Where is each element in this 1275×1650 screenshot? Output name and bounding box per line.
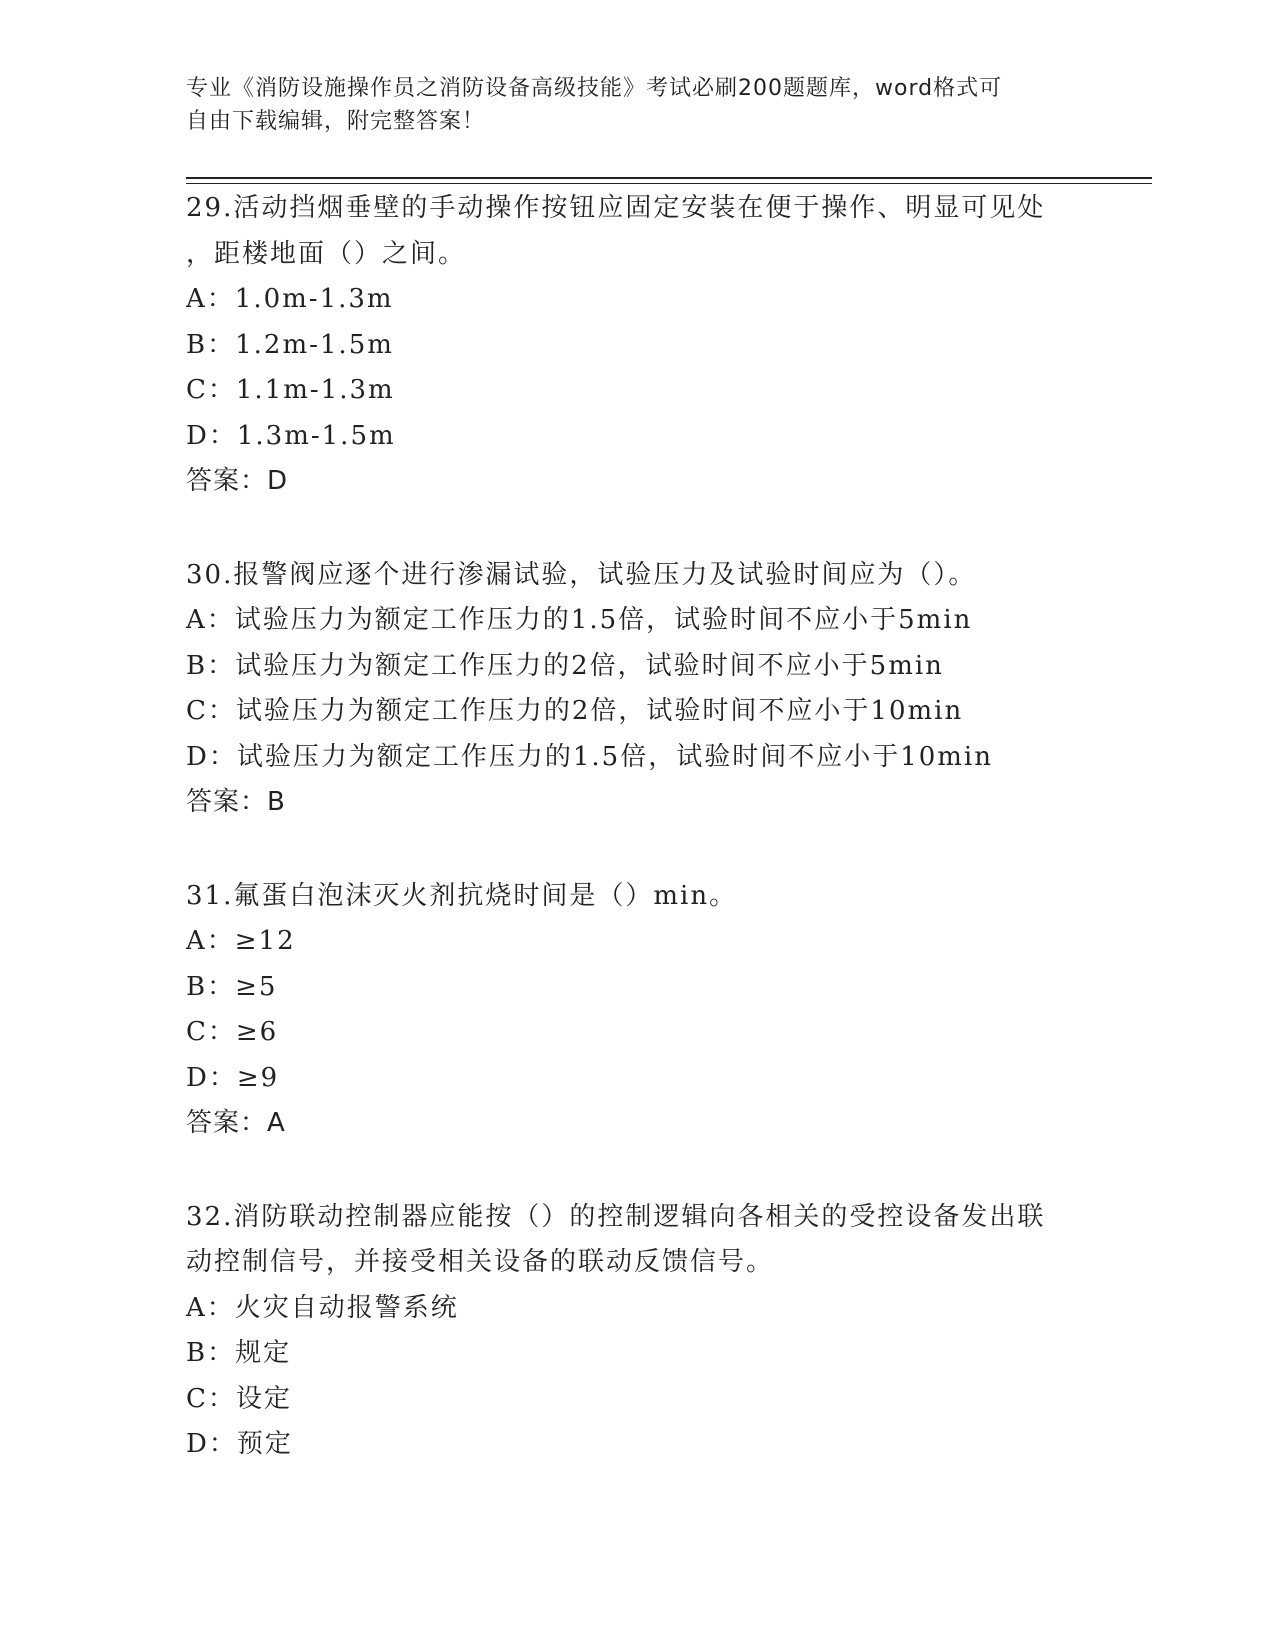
header-title-line-1: 专业《消防设施操作员之消防设备高级技能》考试必刷200题题库，word格式可 — [186, 76, 1003, 101]
question-32 — [186, 1195, 1086, 1468]
option-c: C：≥6 — [186, 1017, 279, 1047]
option-a: A：试验压力为额定工作压力的1.5倍，试验时间不应小于5min — [186, 605, 973, 635]
option-a: A：火灾自动报警系统 — [186, 1292, 459, 1323]
question-list — [186, 186, 1086, 1516]
header-divider-thick — [186, 177, 1152, 179]
option-a: A：1.0m-1.3m — [186, 284, 394, 314]
question-30 — [186, 553, 1086, 826]
option-c: C：设定 — [186, 1383, 292, 1414]
question-stem: 29.活动挡烟垂壁的手动操作按钮应固定安装在便于操作、明显可见处 — [186, 193, 1046, 223]
question-stem: 30.报警阀应逐个进行渗漏试验，试验压力及试验时间应为（）。 — [186, 559, 977, 590]
option-c: C：1.1m-1.3m — [186, 375, 395, 405]
option-d: D：试验压力为额定工作压力的1.5倍，试验时间不应小于10min — [186, 741, 993, 772]
option-c: C：试验压力为额定工作压力的2倍，试验时间不应小于10min — [186, 696, 964, 726]
option-b: B：试验压力为额定工作压力的2倍，试验时间不应小于5min — [186, 650, 944, 681]
answer-label: 答案：B — [186, 787, 286, 817]
question-stem: 31.氟蛋白泡沫灭火剂抗烧时间是（）min。 — [186, 880, 738, 911]
header-title-line-2: 自由下载编辑，附完整答案！ — [186, 109, 486, 134]
answer-label: 答案：D — [186, 466, 289, 496]
option-d: D：≥9 — [186, 1062, 280, 1093]
question-stem: ，距楼地面（）之间。 — [186, 238, 467, 269]
question-31 — [186, 874, 1086, 1147]
option-b: B：规定 — [186, 1338, 292, 1368]
option-b: B：1.2m-1.5m — [186, 329, 394, 360]
question-stem: 32.消防联动控制器应能按（）的控制逻辑向各相关的受控设备发出联 — [186, 1201, 1046, 1232]
option-d: D：预定 — [186, 1429, 293, 1459]
answer-label: 答案：A — [186, 1108, 286, 1138]
question-stem: 动控制信号，并接受相关设备的联动反馈信号。 — [186, 1247, 775, 1277]
document-header — [186, 72, 1066, 138]
option-d: D：1.3m-1.5m — [186, 420, 396, 451]
question-29 — [186, 186, 1086, 505]
header-divider-thin — [186, 183, 1152, 184]
option-a: A：≥12 — [186, 926, 296, 956]
option-b: B：≥5 — [186, 971, 278, 1002]
